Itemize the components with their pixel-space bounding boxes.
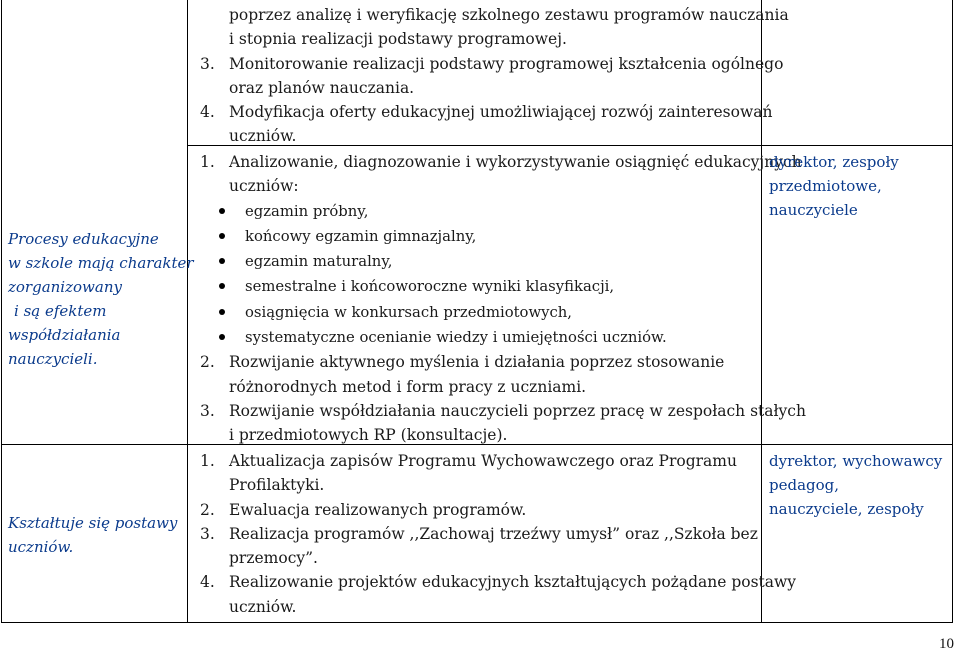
left-line: Procesy edukacyjne bbox=[8, 230, 159, 248]
item-text: Modyfikacja oferty edukacyjnej umożliwiającej rozwój zainteresowań bbox=[229, 103, 773, 122]
list-item bbox=[200, 27, 756, 51]
bullet-icon bbox=[219, 208, 225, 214]
list-item bbox=[200, 570, 797, 594]
item-number: 3. bbox=[200, 401, 215, 420]
mid-section-0 bbox=[200, 3, 789, 149]
list-item bbox=[200, 595, 756, 619]
item-text: Aktualizacja zapisów Programu Wychowawczego oraz Programu bbox=[229, 452, 737, 470]
item-text: i przedmiotowych RP (konsultacje). bbox=[229, 426, 508, 445]
item-number: 1. bbox=[200, 153, 215, 171]
left-line: Kształtuje się postawy bbox=[8, 514, 178, 532]
right-line: nauczyciele, zespoły bbox=[769, 500, 924, 518]
item-text: uczniów. bbox=[229, 597, 297, 616]
item-text: różnorodnych metod i form pracy z uczniami. bbox=[229, 377, 587, 396]
list-item bbox=[200, 174, 756, 198]
item-text: oraz planów nauczania. bbox=[229, 78, 415, 97]
list-item bbox=[200, 3, 789, 27]
item-number: 2. bbox=[200, 500, 215, 519]
item-text: semestralne i końcoworoczne wyniki klasyfikacji, bbox=[245, 278, 615, 296]
mid-section-1 bbox=[200, 150, 806, 448]
page-number: 10 bbox=[939, 636, 954, 652]
item-text: Profilaktyki. bbox=[229, 476, 325, 495]
list-item bbox=[200, 100, 773, 124]
list-item bbox=[200, 76, 756, 100]
left-line: w szkole mają charakter bbox=[8, 254, 194, 272]
list-item bbox=[200, 52, 784, 76]
right-cell-responsible-2 bbox=[769, 449, 942, 521]
item-number: 1. bbox=[200, 452, 215, 470]
item-text: Monitorowanie realizacji podstawy programowej kształcenia ogólnego bbox=[229, 54, 784, 73]
bullet-icon bbox=[219, 309, 225, 315]
left-line: zorganizowany bbox=[8, 278, 122, 296]
bullet-icon bbox=[219, 233, 225, 239]
list-item bbox=[200, 375, 756, 399]
item-number: 4. bbox=[200, 573, 215, 592]
table-border-right bbox=[952, 0, 953, 623]
list-item bbox=[200, 546, 756, 570]
list-item bbox=[200, 124, 756, 148]
bullet-item bbox=[219, 300, 756, 325]
list-item bbox=[200, 498, 756, 522]
list-item bbox=[200, 473, 756, 497]
list-item bbox=[200, 522, 756, 546]
item-text: Realizowanie projektów edukacyjnych kształtujących pożądane postawy bbox=[229, 573, 797, 592]
left-line: nauczycieli. bbox=[8, 350, 98, 368]
item-text: egzamin maturalny, bbox=[245, 253, 393, 271]
item-text: systematyczne ocenianie wiedzy i umiejętności uczniów. bbox=[245, 329, 667, 347]
left-line: współdziałania bbox=[8, 326, 121, 344]
left-line: uczniów. bbox=[8, 538, 74, 556]
item-text: uczniów: bbox=[229, 177, 299, 196]
item-text: osiągnięcia w konkursach przedmiotowych, bbox=[245, 303, 573, 321]
item-text: egzamin próbny, bbox=[245, 202, 369, 220]
mid-section-2 bbox=[200, 449, 797, 619]
item-text: Rozwijanie współdziałania nauczycieli poprzez pracę w zespołach stałych bbox=[229, 401, 806, 420]
bullet-item bbox=[219, 325, 756, 350]
bullet-item bbox=[219, 199, 756, 224]
item-text: Rozwijanie aktywnego myślenia i działania poprzez stosowanie bbox=[229, 353, 725, 372]
item-text: przemocy”. bbox=[229, 549, 318, 568]
item-text: poprzez analizę i weryfikację szkolnego zestawu programów nauczania bbox=[229, 6, 789, 24]
left-cell-attitudes bbox=[8, 511, 177, 559]
item-text: Realizacja programów ,,Zachowaj trzeźwy umysł” oraz ,,Szkoła bez bbox=[229, 524, 758, 543]
left-cell-processes bbox=[8, 227, 194, 371]
item-text: Ewaluacja realizowanych programów. bbox=[229, 500, 527, 519]
right-line: dyrektor, wychowawcy bbox=[769, 452, 943, 470]
item-number: 2. bbox=[200, 353, 215, 372]
list-item bbox=[200, 449, 756, 473]
right-line: pedagog, bbox=[769, 476, 840, 494]
list-item bbox=[200, 423, 756, 447]
item-text: Analizowanie, diagnozowanie i wykorzystywanie osiągnięć edukacyjnych bbox=[229, 153, 802, 171]
list-item bbox=[200, 399, 806, 423]
item-text: i stopnia realizacji podstawy programowej. bbox=[229, 30, 567, 49]
bullet-item bbox=[219, 274, 756, 299]
right-line: dyrektor, zespoły bbox=[769, 153, 899, 171]
bullet-item bbox=[219, 249, 756, 274]
item-text: uczniów. bbox=[229, 127, 297, 146]
bullet-item bbox=[219, 224, 756, 249]
right-line: przedmiotowe, bbox=[769, 177, 882, 195]
right-line: nauczyciele bbox=[769, 201, 858, 219]
right-cell-responsible-1 bbox=[769, 150, 899, 222]
column-divider-2 bbox=[761, 0, 762, 623]
bullet-icon bbox=[219, 258, 225, 264]
list-item bbox=[200, 350, 756, 374]
left-line: i są efektem bbox=[14, 302, 107, 320]
item-number: 3. bbox=[200, 54, 215, 73]
bullet-icon bbox=[219, 334, 225, 340]
item-text: końcowy egzamin gimnazjalny, bbox=[245, 227, 477, 245]
item-number: 4. bbox=[200, 103, 215, 122]
table-border-bottom bbox=[1, 622, 953, 623]
table-border-left bbox=[1, 0, 2, 623]
item-number: 3. bbox=[200, 524, 215, 543]
bullet-icon bbox=[219, 283, 225, 289]
list-item bbox=[200, 150, 802, 174]
